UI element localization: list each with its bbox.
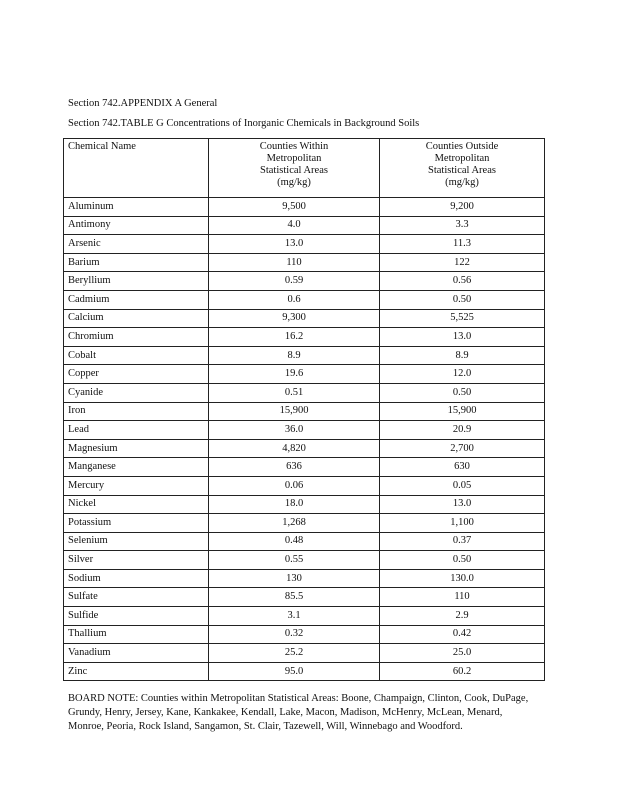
within-value-cell: 19.6 bbox=[209, 365, 380, 384]
outside-value-cell: 0.50 bbox=[380, 383, 545, 402]
table-row bbox=[64, 216, 545, 235]
chemical-name-cell: Cobalt bbox=[64, 346, 209, 365]
header-counties-within bbox=[209, 139, 380, 198]
header-within-line: (mg/kg) bbox=[277, 177, 311, 188]
header-chemical-name: Chemical Name bbox=[64, 139, 209, 198]
table-row bbox=[64, 421, 545, 440]
outside-value-cell: 110 bbox=[380, 588, 545, 607]
outside-value-cell: 11.3 bbox=[380, 235, 545, 254]
chemical-name-cell: Sulfate bbox=[64, 588, 209, 607]
outside-value-cell: 0.42 bbox=[380, 625, 545, 644]
within-value-cell: 9,500 bbox=[209, 198, 380, 217]
header-within-line: Statistical Areas bbox=[260, 165, 328, 176]
within-value-cell: 16.2 bbox=[209, 328, 380, 347]
outside-value-cell: 630 bbox=[380, 458, 545, 477]
table-row bbox=[64, 588, 545, 607]
table-row bbox=[64, 644, 545, 663]
table-row bbox=[64, 253, 545, 272]
outside-value-cell: 0.56 bbox=[380, 272, 545, 291]
outside-value-cell: 9,200 bbox=[380, 198, 545, 217]
within-value-cell: 4.0 bbox=[209, 216, 380, 235]
header-within-line: Counties Within bbox=[259, 141, 329, 152]
table-row bbox=[64, 198, 545, 217]
outside-value-cell: 5,525 bbox=[380, 309, 545, 328]
outside-value-cell: 1,100 bbox=[380, 514, 545, 533]
header-outside-line: (mg/kg) bbox=[445, 177, 479, 188]
outside-value-cell: 2,700 bbox=[380, 439, 545, 458]
outside-value-cell: 13.0 bbox=[380, 495, 545, 514]
chemical-name-cell: Cyanide bbox=[64, 383, 209, 402]
chemical-name-cell: Antimony bbox=[64, 216, 209, 235]
outside-value-cell: 25.0 bbox=[380, 644, 545, 663]
table-row bbox=[64, 625, 545, 644]
within-value-cell: 25.2 bbox=[209, 644, 380, 663]
outside-value-cell: 0.37 bbox=[380, 532, 545, 551]
table-row bbox=[64, 235, 545, 254]
table-row bbox=[64, 402, 545, 421]
within-value-cell: 0.6 bbox=[209, 290, 380, 309]
chemical-name-cell: Nickel bbox=[64, 495, 209, 514]
table-row bbox=[64, 290, 545, 309]
within-value-cell: 1,268 bbox=[209, 514, 380, 533]
chemical-name-cell: Vanadium bbox=[64, 644, 209, 663]
chemical-name-cell: Cadmium bbox=[64, 290, 209, 309]
chemical-name-cell: Aluminum bbox=[64, 198, 209, 217]
within-value-cell: 8.9 bbox=[209, 346, 380, 365]
chemical-name-cell: Zinc bbox=[64, 662, 209, 681]
within-value-cell: 85.5 bbox=[209, 588, 380, 607]
within-value-cell: 0.32 bbox=[209, 625, 380, 644]
concentrations-table bbox=[63, 138, 545, 681]
table-row bbox=[64, 328, 545, 347]
outside-value-cell: 20.9 bbox=[380, 421, 545, 440]
within-value-cell: 0.48 bbox=[209, 532, 380, 551]
header-outside-line: Statistical Areas bbox=[428, 165, 496, 176]
chemical-name-cell: Manganese bbox=[64, 458, 209, 477]
outside-value-cell: 3.3 bbox=[380, 216, 545, 235]
within-value-cell: 0.51 bbox=[209, 383, 380, 402]
table-row bbox=[64, 551, 545, 570]
chemical-name-cell: Silver bbox=[64, 551, 209, 570]
chemical-name-cell: Arsenic bbox=[64, 235, 209, 254]
chemical-name-cell: Thallium bbox=[64, 625, 209, 644]
chemical-name-cell: Mercury bbox=[64, 476, 209, 495]
chemical-name-cell: Copper bbox=[64, 365, 209, 384]
within-value-cell: 95.0 bbox=[209, 662, 380, 681]
table-row bbox=[64, 346, 545, 365]
outside-value-cell: 122 bbox=[380, 253, 545, 272]
table-row bbox=[64, 569, 545, 588]
table-row bbox=[64, 607, 545, 626]
chemical-name-cell: Magnesium bbox=[64, 439, 209, 458]
outside-value-cell: 60.2 bbox=[380, 662, 545, 681]
chemical-name-cell: Barium bbox=[64, 253, 209, 272]
chemical-name-cell: Potassium bbox=[64, 514, 209, 533]
board-note: BOARD NOTE: Counties within Metropolitan Statistical Areas: Boone, Champaign, Clinton, Cook, DuPage, Grundy, Henry, Jersey, Kane, Kankakee, Kendall, Lake, Macon, Madison, McHenry, McLean, Menard, Monroe, Peoria, Rock Island, Sangamon, St. Clair, Tazewell, Will, Winnebago and Woodford. bbox=[68, 693, 529, 732]
within-value-cell: 18.0 bbox=[209, 495, 380, 514]
within-value-cell: 110 bbox=[209, 253, 380, 272]
within-value-cell: 0.59 bbox=[209, 272, 380, 291]
within-value-cell: 9,300 bbox=[209, 309, 380, 328]
within-value-cell: 4,820 bbox=[209, 439, 380, 458]
table-row bbox=[64, 309, 545, 328]
table-row bbox=[64, 365, 545, 384]
chemical-name-cell: Chromium bbox=[64, 328, 209, 347]
header-counties-outside bbox=[380, 139, 545, 198]
within-value-cell: 0.55 bbox=[209, 551, 380, 570]
outside-value-cell: 13.0 bbox=[380, 328, 545, 347]
within-value-cell: 36.0 bbox=[209, 421, 380, 440]
table-row bbox=[64, 476, 545, 495]
table-row bbox=[64, 439, 545, 458]
table-row bbox=[64, 532, 545, 551]
table-row bbox=[64, 662, 545, 681]
outside-value-cell: 15,900 bbox=[380, 402, 545, 421]
table-row bbox=[64, 458, 545, 477]
chemical-name-cell: Beryllium bbox=[64, 272, 209, 291]
table-header-row bbox=[64, 139, 545, 198]
outside-value-cell: 12.0 bbox=[380, 365, 545, 384]
table-row bbox=[64, 272, 545, 291]
header-outside-line: Counties Outside bbox=[425, 141, 499, 152]
table-row bbox=[64, 383, 545, 402]
outside-value-cell: 0.50 bbox=[380, 290, 545, 309]
within-value-cell: 0.06 bbox=[209, 476, 380, 495]
section-heading: Section 742.APPENDIX A General bbox=[68, 98, 218, 109]
within-value-cell: 13.0 bbox=[209, 235, 380, 254]
within-value-cell: 3.1 bbox=[209, 607, 380, 626]
within-value-cell: 15,900 bbox=[209, 402, 380, 421]
chemical-name-cell: Calcium bbox=[64, 309, 209, 328]
outside-value-cell: 0.50 bbox=[380, 551, 545, 570]
chemical-name-cell: Lead bbox=[64, 421, 209, 440]
chemical-name-cell: Sodium bbox=[64, 569, 209, 588]
within-value-cell: 636 bbox=[209, 458, 380, 477]
outside-value-cell: 2.9 bbox=[380, 607, 545, 626]
chemical-name-cell: Iron bbox=[64, 402, 209, 421]
chemical-name-cell: Sulfide bbox=[64, 607, 209, 626]
table-row bbox=[64, 495, 545, 514]
table-heading: Section 742.TABLE G Concentrations of Inorganic Chemicals in Background Soils bbox=[68, 118, 420, 129]
outside-value-cell: 0.05 bbox=[380, 476, 545, 495]
outside-value-cell: 8.9 bbox=[380, 346, 545, 365]
header-within-line: Metropolitan bbox=[266, 153, 322, 164]
outside-value-cell: 130.0 bbox=[380, 569, 545, 588]
within-value-cell: 130 bbox=[209, 569, 380, 588]
chemical-name-cell: Selenium bbox=[64, 532, 209, 551]
header-outside-line: Metropolitan bbox=[434, 153, 490, 164]
table-row bbox=[64, 514, 545, 533]
